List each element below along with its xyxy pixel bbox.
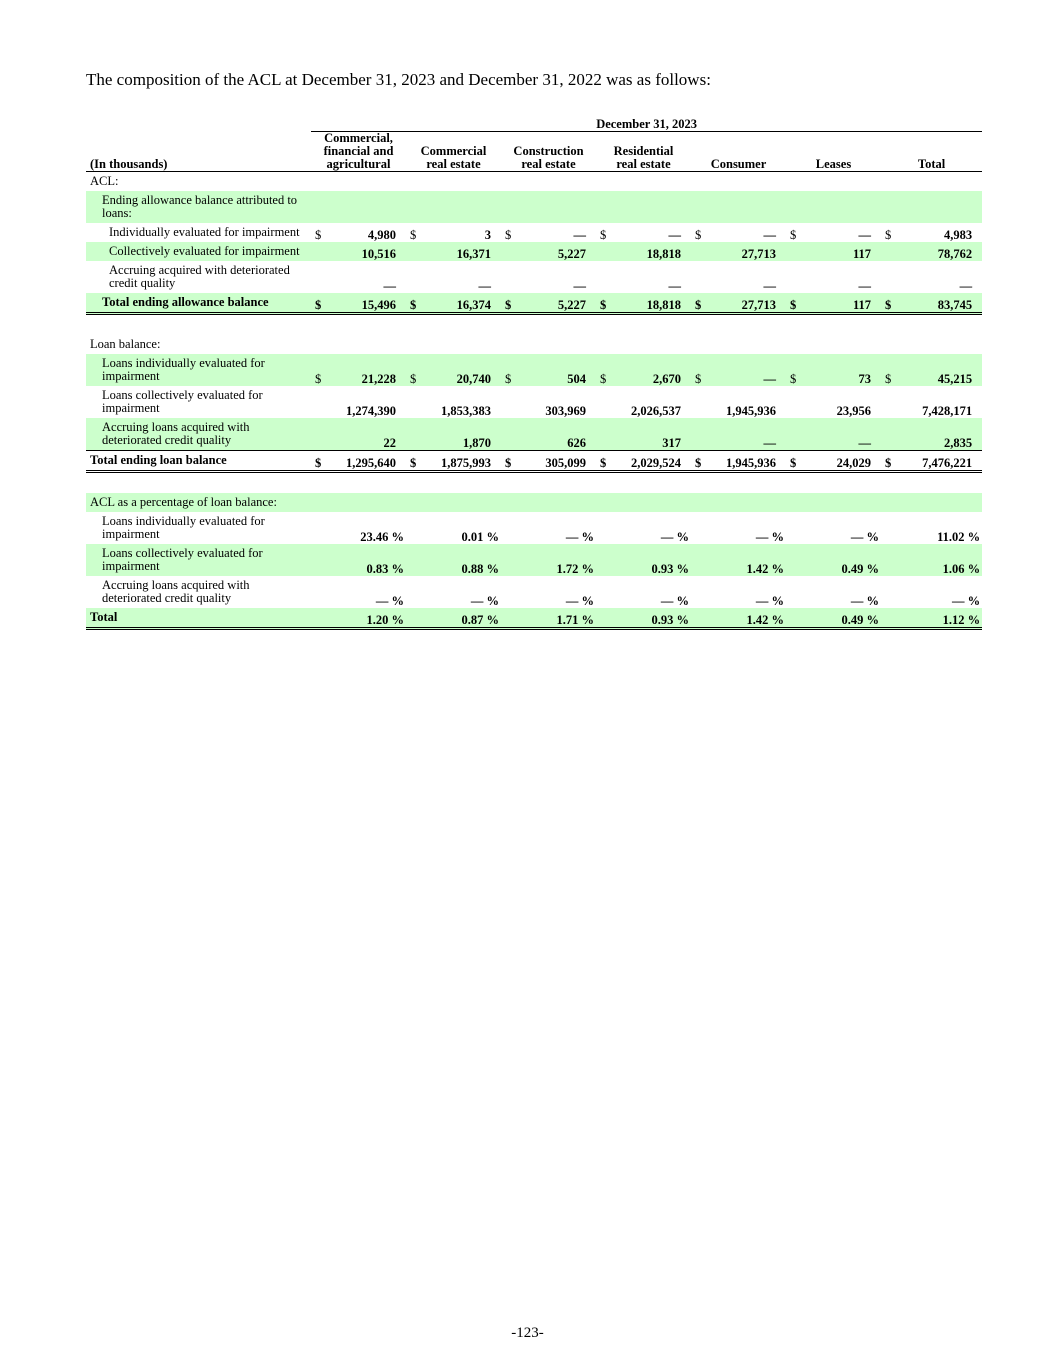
value-cell: — (763, 228, 776, 242)
currency-symbol (786, 418, 804, 451)
value-cell: — % (565, 594, 594, 608)
value-cell: 117 (804, 242, 881, 261)
currency-symbol (786, 544, 804, 576)
currency-symbol (501, 386, 519, 418)
section-title: ACL: (90, 174, 119, 188)
value-cell: 45,215 (899, 354, 982, 386)
value-cell: 1,295,640 (329, 451, 406, 472)
value-cell: — (709, 354, 786, 386)
value-cell: — (668, 279, 681, 293)
currency-symbol: $ (881, 354, 899, 386)
value-cell: 1,945,936 (709, 451, 786, 472)
value-cell: 1.06 % (899, 544, 982, 576)
section-title-row (86, 493, 982, 512)
currency-symbol: $ (406, 451, 424, 472)
value-cell: — (804, 418, 881, 451)
table-row (86, 576, 982, 608)
currency-symbol: $ (311, 451, 329, 472)
value-cell: 27,713 (709, 293, 786, 314)
section-title: ACL as a percentage of loan balance: (86, 493, 311, 512)
value-cell: 22 (329, 418, 406, 451)
section-spacer (86, 314, 982, 336)
currency-symbol (501, 608, 519, 629)
value-cell: 2,835 (899, 418, 982, 451)
value-cell: 317 (614, 418, 691, 451)
value-cell: 24,029 (804, 451, 881, 472)
unit-label: (In thousands) (86, 132, 311, 172)
value-cell: 27,713 (709, 242, 786, 261)
currency-symbol: $ (691, 293, 709, 314)
value-cell: 20,740 (424, 354, 501, 386)
value-cell: 10,516 (329, 242, 406, 261)
currency-symbol (501, 576, 519, 608)
value-cell: 0.93 % (614, 544, 691, 576)
value-cell: 18,818 (614, 293, 691, 314)
period-header: December 31, 2023 (311, 118, 982, 132)
currency-symbol (406, 512, 424, 544)
row-label: Total ending loan balance (86, 451, 311, 472)
column-header-line: real estate (616, 157, 671, 171)
value-cell: 5,227 (519, 293, 596, 314)
value-cell: 1.42 % (709, 608, 786, 629)
value-cell: 4,980 (367, 228, 396, 242)
section-spacer (86, 472, 982, 494)
table-row (86, 418, 982, 451)
currency-symbol (406, 608, 424, 629)
currency-symbol (406, 386, 424, 418)
column-header-line: Construction (513, 144, 584, 158)
currency-symbol (406, 242, 424, 261)
column-header (786, 132, 881, 172)
value-cell: — (858, 228, 871, 242)
value-cell: 16,371 (424, 242, 501, 261)
currency-symbol (881, 608, 899, 629)
value-cell: 5,227 (519, 242, 596, 261)
currency-symbol (311, 608, 329, 629)
currency-symbol (311, 544, 329, 576)
table-row (86, 544, 982, 576)
value-cell: 1.20 % (329, 608, 406, 629)
value-cell: — (573, 228, 586, 242)
currency-symbol (596, 386, 614, 418)
currency-symbol (501, 418, 519, 451)
row-label: Ending allowance balance attributed to loans: (86, 191, 311, 223)
currency-symbol: $ (406, 354, 424, 386)
currency-symbol (881, 261, 899, 293)
currency-symbol: $ (410, 228, 417, 242)
value-cell: 1,870 (424, 418, 501, 451)
currency-symbol: $ (596, 293, 614, 314)
value-cell: 117 (804, 293, 881, 314)
section-title-row (86, 335, 982, 354)
intro-text: The composition of the ACL at December 31, 2023 and December 31, 2022 was as follows: (86, 70, 711, 89)
value-cell: 1.12 % (899, 608, 982, 629)
value-cell: 0.88 % (424, 544, 501, 576)
currency-symbol (786, 386, 804, 418)
value-cell: 7,476,221 (899, 451, 982, 472)
value-cell: — % (850, 530, 879, 544)
value-cell: — (858, 279, 871, 293)
currency-symbol (596, 576, 614, 608)
value-cell: 0.49 % (804, 608, 881, 629)
currency-symbol (406, 544, 424, 576)
value-cell: 3 (484, 228, 491, 242)
currency-symbol: $ (596, 451, 614, 472)
value-cell: — % (565, 530, 594, 544)
row-label: Loans collectively evaluated for impairment (86, 544, 311, 576)
value-cell: 1,945,936 (726, 404, 776, 418)
column-header-line: real estate (521, 157, 576, 171)
value-cell: 0.01 % (461, 530, 499, 544)
currency-symbol (691, 544, 709, 576)
column-header-line: Consumer (710, 157, 767, 171)
value-cell: 2,026,537 (631, 404, 681, 418)
value-cell: — (763, 279, 776, 293)
currency-symbol (786, 608, 804, 629)
currency-symbol (786, 512, 804, 544)
currency-symbol (691, 242, 709, 261)
value-cell: — (383, 279, 396, 293)
section-title: Loan balance: (90, 337, 161, 351)
currency-symbol (596, 512, 614, 544)
table-row (86, 512, 982, 544)
value-cell: — (668, 228, 681, 242)
currency-symbol: $ (311, 354, 329, 386)
currency-symbol (406, 261, 424, 293)
currency-symbol: $ (600, 228, 607, 242)
column-header-line: Commercial, (324, 131, 393, 145)
column-header-line: Total (917, 157, 946, 171)
value-cell: 1,853,383 (441, 404, 491, 418)
currency-symbol (786, 576, 804, 608)
currency-symbol (596, 242, 614, 261)
value-cell: — % (660, 530, 689, 544)
value-cell: 11.02 % (937, 530, 981, 544)
currency-symbol (311, 576, 329, 608)
total-row (86, 293, 982, 314)
value-cell: 0.93 % (614, 608, 691, 629)
row-label: Total (86, 608, 311, 629)
value-cell: 305,099 (519, 451, 596, 472)
currency-symbol (501, 261, 519, 293)
currency-symbol (691, 418, 709, 451)
currency-symbol (501, 512, 519, 544)
value-cell: 15,496 (329, 293, 406, 314)
currency-symbol: $ (885, 228, 892, 242)
currency-symbol: $ (406, 293, 424, 314)
column-header-line: Leases (815, 157, 852, 171)
row-label: Individually evaluated for impairment (109, 225, 300, 239)
currency-symbol (311, 386, 329, 418)
currency-symbol (786, 242, 804, 261)
value-cell: 21,228 (329, 354, 406, 386)
table-row (86, 386, 982, 418)
value-cell: — (478, 279, 491, 293)
currency-symbol: $ (505, 228, 512, 242)
currency-symbol: $ (311, 293, 329, 314)
column-header-line: agricultural (326, 157, 391, 171)
currency-symbol: $ (691, 354, 709, 386)
currency-symbol: $ (786, 354, 804, 386)
value-cell: 1,274,390 (346, 404, 396, 418)
value-cell: — % (755, 530, 784, 544)
currency-symbol: $ (315, 228, 322, 242)
currency-symbol: $ (786, 293, 804, 314)
column-header (406, 132, 501, 172)
currency-symbol (596, 261, 614, 293)
value-cell: — (709, 418, 786, 451)
currency-symbol (691, 608, 709, 629)
value-cell: — (959, 279, 973, 293)
column-header-line: Residential (613, 144, 674, 158)
value-cell: 1.72 % (519, 544, 596, 576)
column-header (501, 132, 596, 172)
currency-symbol: $ (881, 293, 899, 314)
currency-symbol (501, 544, 519, 576)
currency-symbol (691, 512, 709, 544)
currency-symbol (501, 242, 519, 261)
column-header-line: financial and (323, 144, 394, 158)
value-cell: — % (952, 594, 981, 608)
value-cell: 2,670 (614, 354, 691, 386)
currency-symbol (881, 512, 899, 544)
currency-symbol (881, 386, 899, 418)
value-cell: 18,818 (614, 242, 691, 261)
currency-symbol: $ (786, 451, 804, 472)
currency-symbol: $ (501, 354, 519, 386)
row-label: Collectively evaluated for impairment (86, 242, 311, 261)
column-header-line: Commercial (420, 144, 487, 158)
value-cell: 2,029,524 (614, 451, 691, 472)
column-header (691, 132, 786, 172)
value-cell: — % (660, 594, 689, 608)
value-cell: 23,956 (836, 404, 871, 418)
currency-symbol (786, 261, 804, 293)
row-label: Accruing loans acquired with deteriorated credit quality (102, 578, 250, 605)
value-cell: 0.49 % (804, 544, 881, 576)
value-cell: — % (470, 594, 499, 608)
currency-symbol (311, 512, 329, 544)
value-cell: 626 (519, 418, 596, 451)
currency-symbol: $ (596, 354, 614, 386)
value-cell: 1.42 % (709, 544, 786, 576)
value-cell: 16,374 (424, 293, 501, 314)
currency-symbol (596, 418, 614, 451)
currency-symbol: $ (790, 228, 797, 242)
currency-symbol (596, 608, 614, 629)
currency-symbol (311, 418, 329, 451)
value-cell: 0.83 % (329, 544, 406, 576)
currency-symbol (406, 418, 424, 451)
column-header (311, 132, 406, 172)
currency-symbol (881, 242, 899, 261)
row-label: Loans collectively evaluated for impairment (102, 388, 263, 415)
currency-symbol: $ (881, 451, 899, 472)
column-header-line: real estate (426, 157, 481, 171)
currency-symbol: $ (691, 451, 709, 472)
row-label: Loans individually evaluated for impairment (102, 514, 265, 541)
table-row (86, 354, 982, 386)
row-label: Total ending allowance balance (86, 293, 311, 314)
value-cell: 4,983 (944, 228, 973, 242)
value-cell: 78,762 (899, 242, 982, 261)
value-cell: 23.46 % (360, 530, 404, 544)
page-number: -123- (511, 1325, 544, 1341)
table-row (86, 261, 982, 293)
value-cell: — (573, 279, 586, 293)
value-cell: — % (375, 594, 404, 608)
currency-symbol (881, 544, 899, 576)
currency-symbol (406, 576, 424, 608)
value-cell: — % (755, 594, 784, 608)
row-label: Loans individually evaluated for impairment (86, 354, 311, 386)
table-row (86, 242, 982, 261)
currency-symbol: $ (501, 451, 519, 472)
currency-symbol (691, 386, 709, 418)
row-label: Accruing acquired with deteriorated credit quality (109, 263, 290, 290)
value-cell: 7,428,171 (922, 404, 973, 418)
value-cell: 504 (519, 354, 596, 386)
currency-symbol (596, 544, 614, 576)
currency-symbol (311, 242, 329, 261)
acl-composition-table (86, 118, 982, 630)
section-title-row (86, 172, 982, 192)
total-row (86, 451, 982, 472)
value-cell: 303,969 (545, 404, 586, 418)
value-cell: 73 (804, 354, 881, 386)
table-row (86, 191, 982, 223)
value-cell: 1.71 % (519, 608, 596, 629)
currency-symbol (691, 261, 709, 293)
column-header (596, 132, 691, 172)
value-cell: 0.87 % (424, 608, 501, 629)
value-cell: — % (850, 594, 879, 608)
column-header (881, 132, 982, 172)
currency-symbol (691, 576, 709, 608)
value-cell: 83,745 (899, 293, 982, 314)
currency-symbol (881, 576, 899, 608)
currency-symbol: $ (501, 293, 519, 314)
currency-symbol: $ (695, 228, 702, 242)
row-label: Accruing loans acquired with deteriorated credit quality (86, 418, 311, 451)
currency-symbol (881, 418, 899, 451)
value-cell: 1,875,993 (424, 451, 501, 472)
currency-symbol (311, 261, 329, 293)
table-row (86, 223, 982, 242)
total-row (86, 608, 982, 629)
